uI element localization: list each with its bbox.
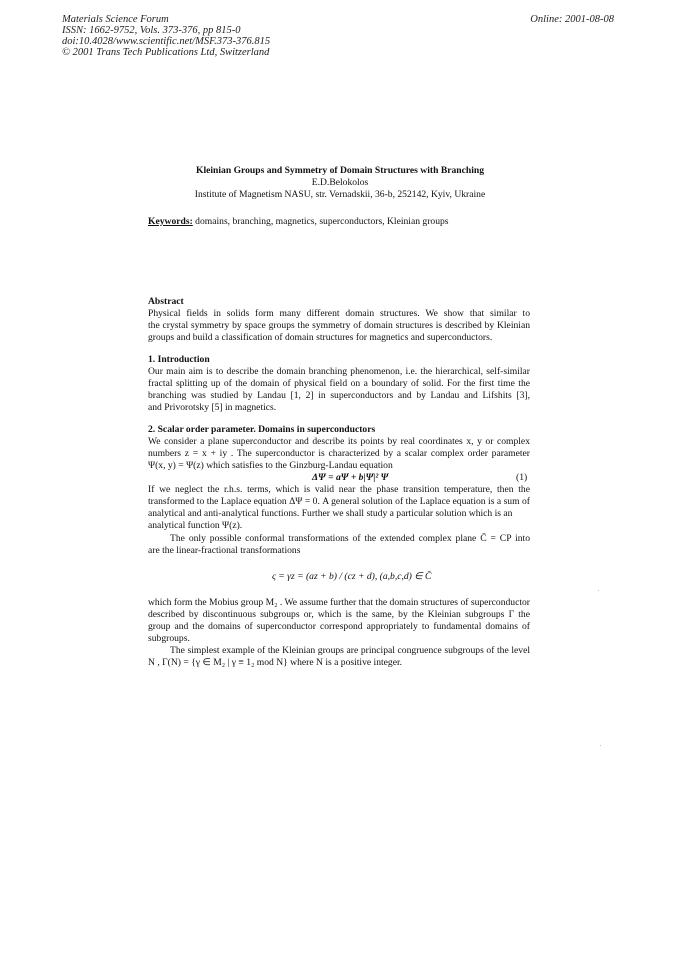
equation-1-number: (1) [516, 472, 528, 483]
section2-line: Ψ(x, y) = Ψ(z) which satisfies to the Ginzburg-Landau equation [148, 460, 393, 471]
section2-line: If we neglect the r.h.s. terms, which is valid near the phase transition temperature, then the [148, 484, 530, 495]
abstract-line: Physical fields in solids form many different domain structures. We show that similar to [148, 308, 530, 319]
keywords-label: Keywords: [148, 216, 193, 227]
equation-2: ς = γz = (az + b) / (cz + d), (a,b,c,d) ∈ C̄ [272, 571, 432, 582]
section2-line: analytical and anti-analytical functions. Further we shall study a particular solution which is an [148, 508, 513, 519]
section2-line: analytical function Ψ(z). [148, 520, 243, 531]
intro-line: fractal splitting up of the domain of physical field on a boundary of solid. For the first time the [148, 378, 530, 389]
scan-speck [598, 590, 599, 591]
intro-line: Our main aim is to describe the domain branching phenomenon, i.e. the hierarchical, self-similar [148, 366, 530, 377]
intro-line: branching was studied by Landau [1, 2] in superconductors and by Landau and Lifshits [3], [148, 390, 530, 401]
scan-speck [600, 745, 601, 746]
equation-1: ΔΨ = aΨ + b|Ψ|² Ψ [312, 472, 389, 483]
online-date: Online: 2001-08-08 [530, 14, 614, 25]
section2-heading: 2. Scalar order parameter. Domains in superconductors [148, 424, 376, 435]
section2-line: The only possible conformal transformations of the extended complex plane C̄ = CP into [170, 533, 530, 544]
abstract-line: groups and build a classification of domain structures for magnetics and superconductors. [148, 332, 493, 343]
author: E.D.Belokolos [311, 177, 369, 188]
keywords [148, 216, 530, 228]
paper-title: Kleinian Groups and Symmetry of Domain Structures with Branching [195, 165, 484, 176]
intro-heading: 1. Introduction [148, 354, 210, 365]
abstract-heading: Abstract [148, 296, 184, 307]
section2-line: transformed to the Laplace equation ΔΨ = 0. A general solution of the Laplace equation is a sum of [148, 496, 530, 507]
copyright: © 2001 Trans Tech Publications Ltd, Switzerland [62, 47, 270, 58]
section2-line: The simplest example of the Kleinian groups are principal congruence subgroups of the level [170, 645, 530, 656]
section2-line: are the linear-fractional transformations [148, 545, 301, 556]
section2-line: We consider a plane superconductor and describe its points by real coordinates x, y or complex [148, 436, 530, 447]
abstract-line: the crystal symmetry by space groups the symmetry of domain structures is described by Kleinian [148, 320, 530, 331]
section2-line: group and the domains of superconductor correspond appropriately to fundamental domains of [148, 621, 530, 632]
section2-line: subgroups. [148, 633, 190, 644]
section2-line: N , Γ(N) = {γ ∈ M₂ | γ ≡ 1₂ mod N} where N is a positive integer. [148, 657, 403, 668]
journal-name: Materials Science Forum [62, 14, 169, 25]
doi: doi:10.4028/www.scientific.net/MSF.373-376.815 [62, 36, 271, 47]
section2-line: described by discontinuous subgroups or, which is the same, by the Kleinian subgroups Γ the [148, 609, 530, 620]
issn: ISSN: 1662-9752, Vols. 373-376, pp 815-0 [62, 25, 241, 36]
keywords-text: domains, branching, magnetics, superconductors, Kleinian groups [192, 216, 449, 227]
intro-line: and Privorotsky [5] in magnetics. [148, 402, 277, 413]
affiliation: Institute of Magnetism NASU, str. Vernadskii, 36-b, 252142, Kyiv, Ukraine [194, 189, 486, 200]
section2-line: numbers z = x + iy . The superconductor is characterized by a scalar complex order parameter [148, 448, 530, 459]
section2-line: which form the Mobius group M₂ . We assume further that the domain structures of superconductor [148, 597, 530, 608]
